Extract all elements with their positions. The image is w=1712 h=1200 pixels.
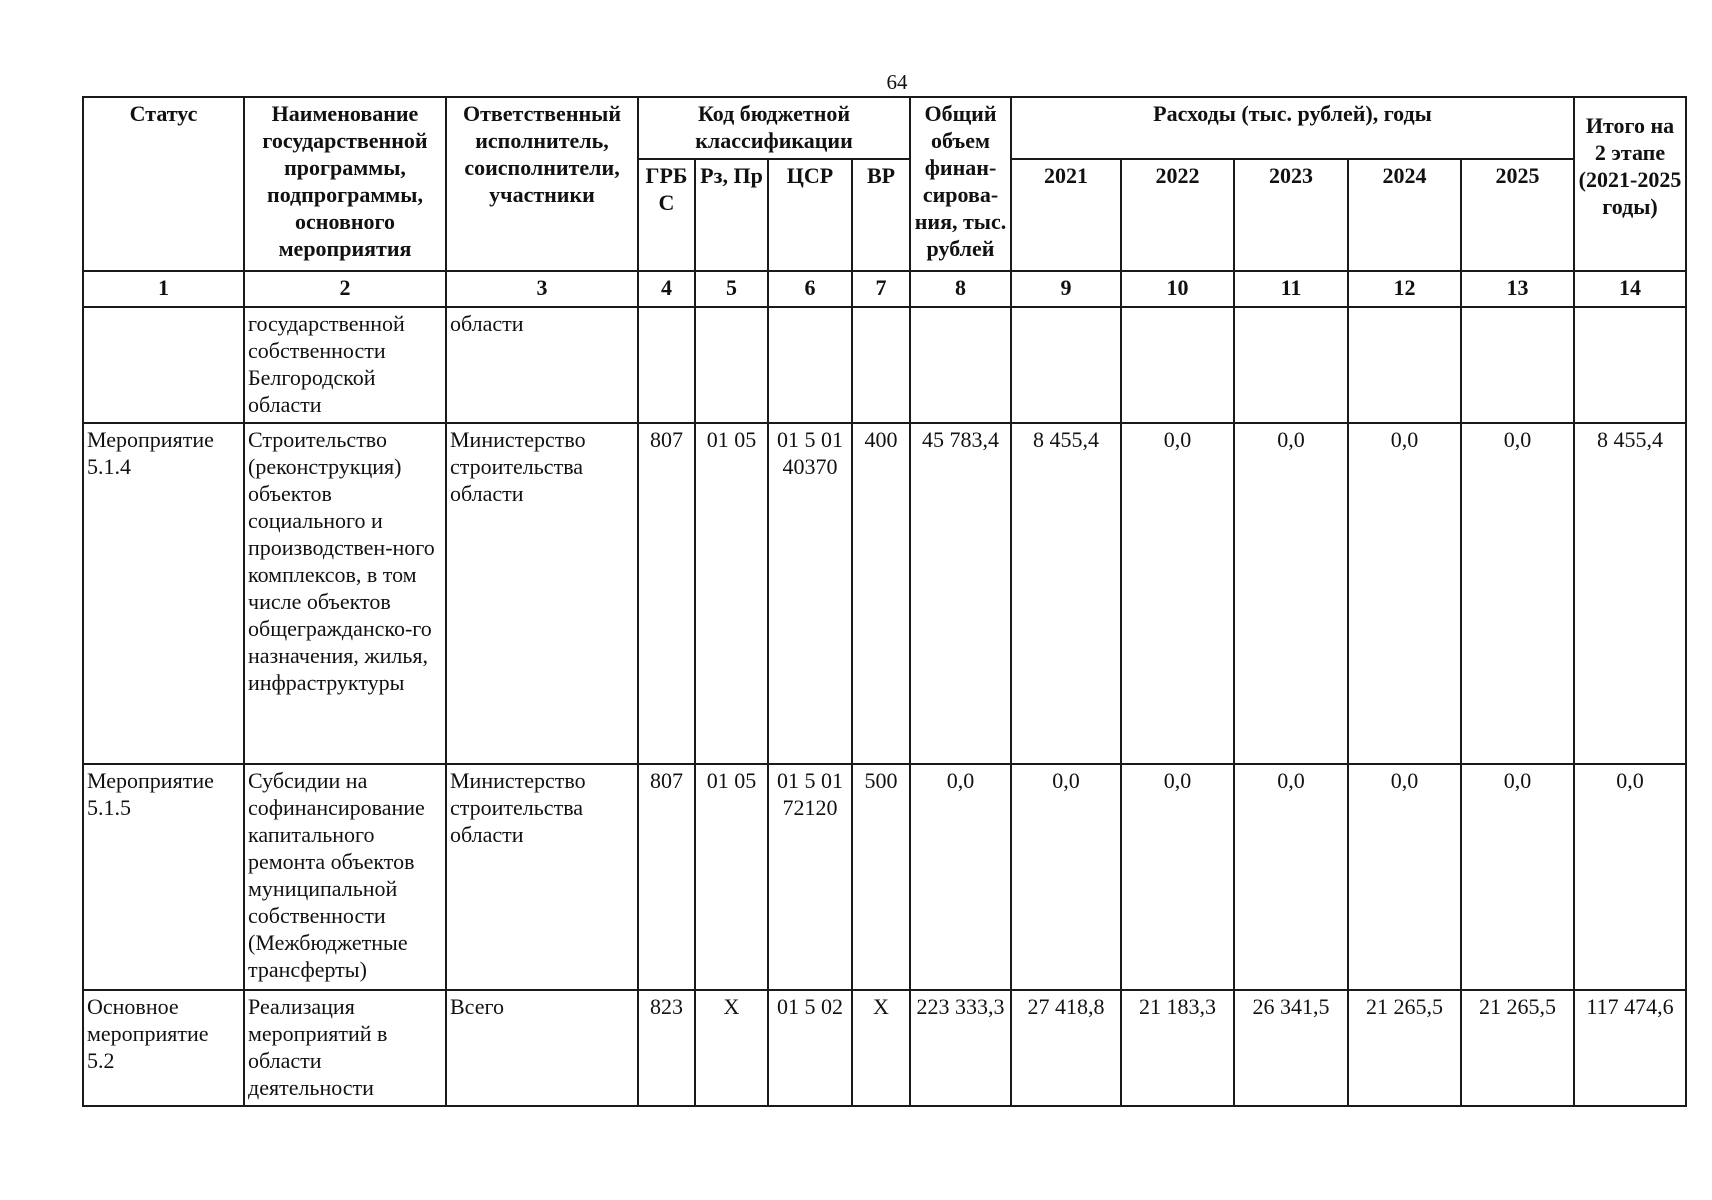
header-csr: ЦСР [768,159,852,271]
cell-2025: 0,0 [1461,764,1574,990]
table-row [83,307,1686,423]
column-number: 10 [1121,271,1234,307]
cell-2022: 21 183,3 [1121,990,1234,1106]
cell-name: государственной собственности Белгородской области [244,307,446,423]
cell-rzpr: 01 05 [695,764,768,990]
cell-vr [852,307,910,423]
cell-name: Строительство (реконструкция) объектов социального и производствен-ного комплексов, в том числе объектов общегражданско-го назначения, жилья, инфраструктуры [244,423,446,764]
column-number: 5 [695,271,768,307]
cell-csr: 01 5 02 [768,990,852,1106]
cell-total [910,307,1011,423]
cell-2024 [1348,307,1461,423]
cell-2023: 26 341,5 [1234,990,1348,1106]
cell-2023: 0,0 [1234,423,1348,764]
table-row [83,990,1686,1106]
header-year-2021: 2021 [1011,159,1121,271]
cell-2024: 0,0 [1348,423,1461,764]
header-executor: Ответственный исполнитель, соисполнители, участники [446,97,638,271]
cell-stage-total: 8 455,4 [1574,423,1686,764]
cell-stage-total: 0,0 [1574,764,1686,990]
page-number: 64 [886,70,908,94]
header-year-2025: 2025 [1461,159,1574,271]
cell-grbs: 823 [638,990,695,1106]
cell-grbs: 807 [638,423,695,764]
cell-vr: Х [852,990,910,1106]
cell-total: 0,0 [910,764,1011,990]
cell-2022 [1121,307,1234,423]
cell-name: Субсидии на софинансирование капитального ремонта объектов муниципальной собственности (Межбюджетные трансферты) [244,764,446,990]
cell-csr: 01 5 01 72120 [768,764,852,990]
cell-grbs: 807 [638,764,695,990]
header-grbs: ГРБ С [638,159,695,271]
cell-status: Основное мероприятие 5.2 [83,990,244,1106]
column-number: 9 [1011,271,1121,307]
column-number: 4 [638,271,695,307]
header-stage-total: Итого на 2 этапе (2021-2025 годы) [1574,97,1686,271]
cell-total: 223 333,3 [910,990,1011,1106]
cell-2022: 0,0 [1121,423,1234,764]
cell-2024: 21 265,5 [1348,990,1461,1106]
cell-status [83,307,244,423]
header-year-2022: 2022 [1121,159,1234,271]
column-number: 2 [244,271,446,307]
cell-status: Мероприятие 5.1.5 [83,764,244,990]
header-budget-code: Код бюджетной классификации [638,97,910,159]
cell-2023: 0,0 [1234,764,1348,990]
column-number: 14 [1574,271,1686,307]
cell-vr: 400 [852,423,910,764]
column-number: 7 [852,271,910,307]
header-year-2024: 2024 [1348,159,1461,271]
cell-2021: 0,0 [1011,764,1121,990]
column-number: 12 [1348,271,1461,307]
cell-stage-total [1574,307,1686,423]
cell-grbs [638,307,695,423]
cell-csr [768,307,852,423]
header-vr: ВР [852,159,910,271]
cell-2021 [1011,307,1121,423]
cell-2025: 21 265,5 [1461,990,1574,1106]
cell-total: 45 783,4 [910,423,1011,764]
cell-stage-total: 117 474,6 [1574,990,1686,1106]
cell-vr: 500 [852,764,910,990]
cell-2021: 27 418,8 [1011,990,1121,1106]
cell-rzpr: 01 05 [695,423,768,764]
cell-executor: Всего [446,990,638,1106]
cell-2025 [1461,307,1574,423]
cell-executor: области [446,307,638,423]
header-name: Наименование государственной программы, подпрограммы, основного мероприятия [244,97,446,271]
cell-status: Мероприятие 5.1.4 [83,423,244,764]
cell-rzpr [695,307,768,423]
header-expenses: Расходы (тыс. рублей), годы [1011,97,1574,159]
cell-2023 [1234,307,1348,423]
cell-2024: 0,0 [1348,764,1461,990]
budget-table [82,96,1687,1107]
column-number: 6 [768,271,852,307]
column-number: 1 [83,271,244,307]
column-number-row [83,271,1686,307]
cell-csr: 01 5 01 40370 [768,423,852,764]
header-row-1 [83,97,1686,159]
cell-2021: 8 455,4 [1011,423,1121,764]
column-number: 13 [1461,271,1574,307]
cell-2025: 0,0 [1461,423,1574,764]
cell-executor: Министерство строительства области [446,764,638,990]
cell-name: Реализация мероприятий в области деятельности [244,990,446,1106]
header-year-2023: 2023 [1234,159,1348,271]
cell-2022: 0,0 [1121,764,1234,990]
header-status: Статус [83,97,244,271]
header-rzpr: Рз, Пр [695,159,768,271]
cell-executor: Министерство строительства области [446,423,638,764]
column-number: 8 [910,271,1011,307]
cell-rzpr: Х [695,990,768,1106]
table-row [83,764,1686,990]
column-number: 3 [446,271,638,307]
header-total-volume: Общий объем финан-сирова-ния, тыс. рублей [910,97,1011,271]
table-row [83,423,1686,764]
column-number: 11 [1234,271,1348,307]
